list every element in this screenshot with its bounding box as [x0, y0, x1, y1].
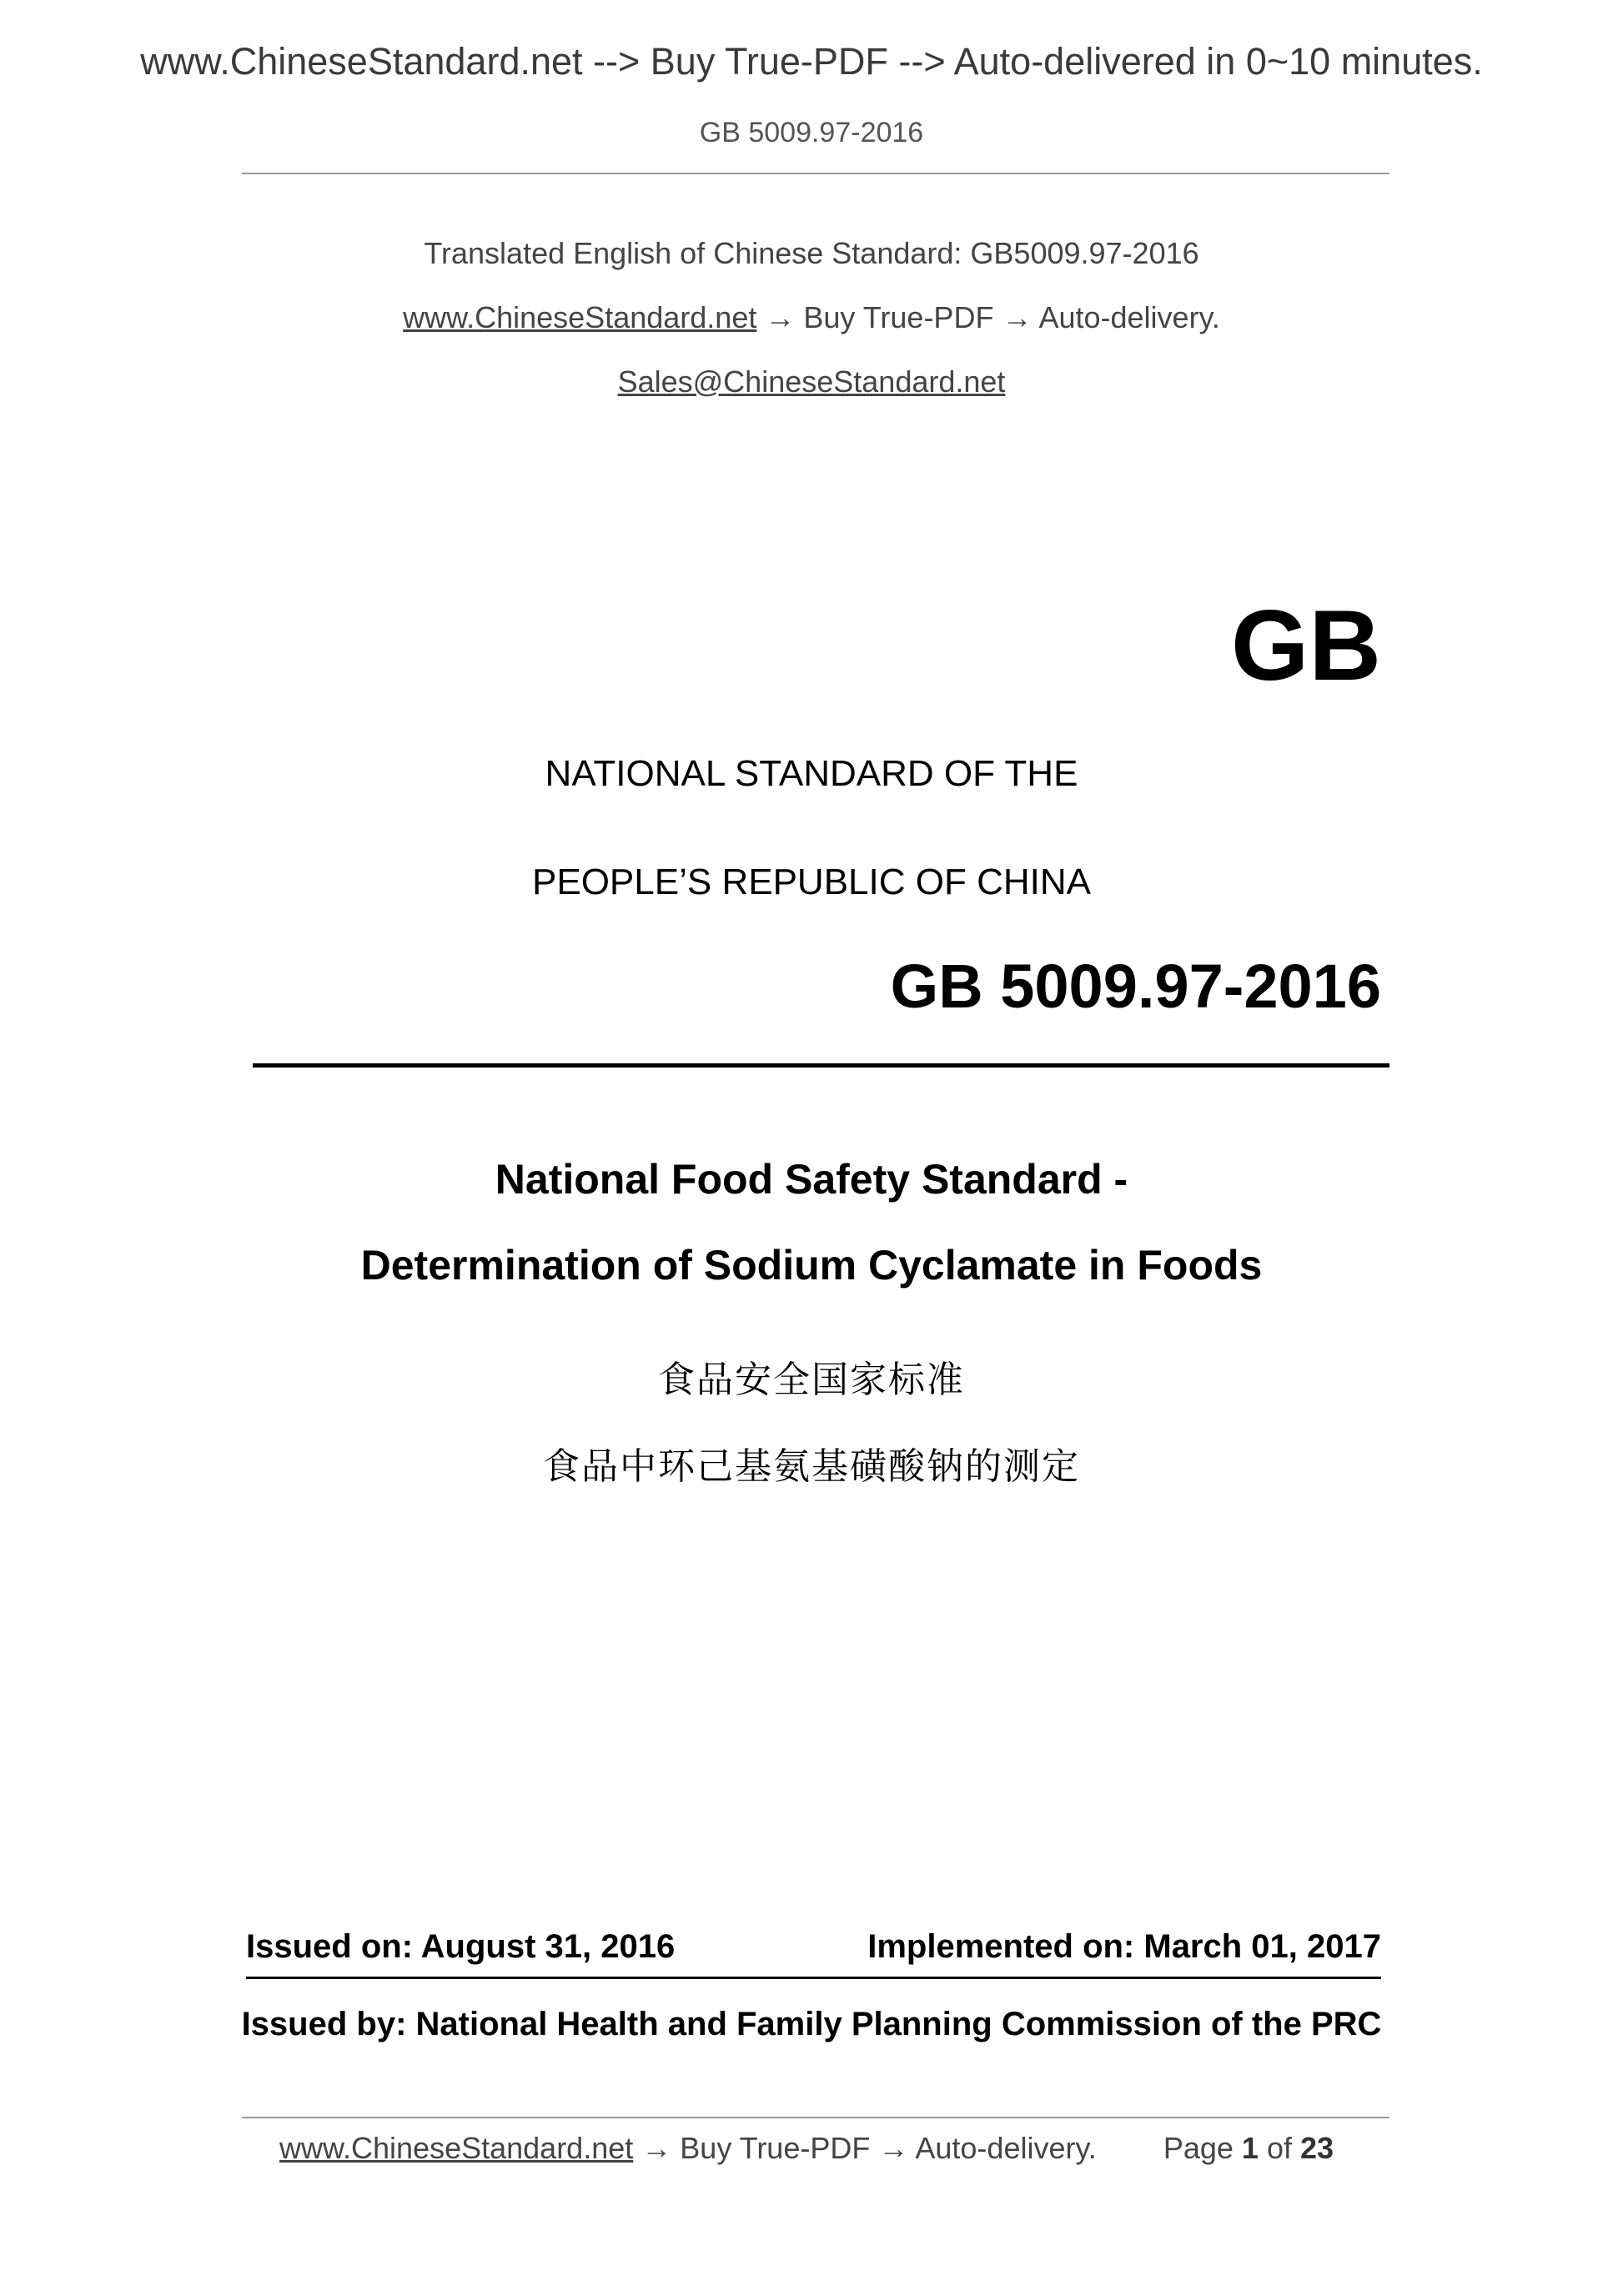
delivery-text: Auto-delivery. [1038, 300, 1220, 334]
arrow-icon: → [765, 300, 796, 334]
footer-divider [242, 2117, 1389, 2118]
top-banner: www.ChineseStandard.net --> Buy True-PDF --> Auto-delivered in 0~10 minutes. [140, 40, 1483, 83]
cn-title-line2: 食品中环己基氨基磺酸钠的测定 [543, 1445, 1080, 1488]
issued-on: Issued on: August 31, 2016 [246, 1928, 676, 1965]
email-link[interactable]: Sales@ChineseStandard.net [617, 364, 1006, 399]
arrow-icon: → [641, 2131, 672, 2165]
title-line2: Determination of Sodium Cyclamate in Foods [360, 1242, 1263, 1289]
dates-divider [246, 1977, 1381, 1979]
arrow-icon: → [878, 2131, 909, 2165]
translation-delivery-line [0, 300, 1623, 335]
title-line1: National Food Safety Standard - [495, 1156, 1128, 1203]
translation-line: Translated English of Chinese Standard: GB5009.97-2016 [424, 236, 1199, 270]
footer-buy-text: Buy True-PDF [680, 2131, 871, 2165]
footer-delivery-text: Auto-delivery. [915, 2131, 1097, 2165]
implemented-on: Implemented on: March 01, 2017 [867, 1928, 1381, 1965]
arrow-icon: → [1002, 300, 1033, 334]
gb-mark: GB [1231, 590, 1381, 701]
footer [279, 2131, 1334, 2166]
footer-site-link[interactable]: www.ChineseStandard.net [279, 2131, 634, 2165]
page-total: 23 [1300, 2131, 1334, 2165]
title-divider [253, 1063, 1389, 1068]
page-label: Page [1163, 2131, 1234, 2165]
header-doc-id: GB 5009.97-2016 [699, 117, 924, 148]
national-standard-line1: NATIONAL STANDARD OF THE [545, 753, 1078, 794]
cn-title-line1: 食品安全国家标准 [658, 1359, 965, 1401]
national-standard-line2: PEOPLE’S REPUBLIC OF CHINA [532, 862, 1091, 902]
site-link[interactable]: www.ChineseStandard.net [403, 300, 757, 334]
of-label: of [1266, 2131, 1292, 2165]
buy-text: Buy True-PDF [803, 300, 994, 334]
email-line [0, 364, 1623, 399]
header-divider [242, 173, 1389, 174]
page-number: 1 [1241, 2131, 1259, 2165]
issued-by: Issued by: National Health and Family Planning Commission of the PRC [241, 2006, 1382, 2042]
standard-number: GB 5009.97-2016 [890, 952, 1381, 1021]
